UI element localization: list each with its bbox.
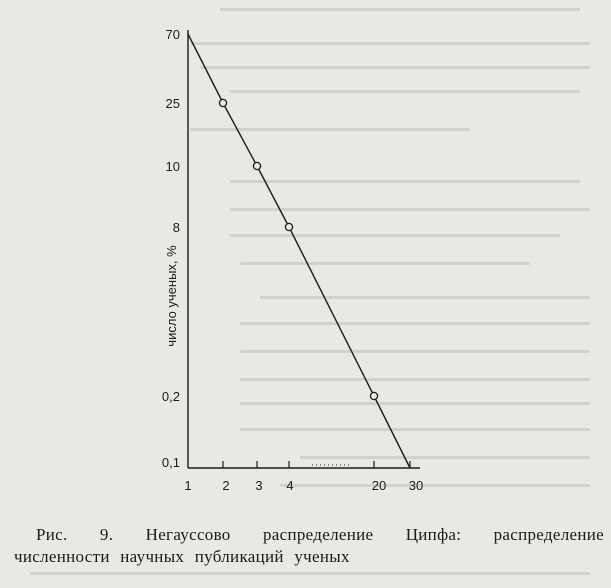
x-tick-label: 30 — [408, 478, 424, 493]
y-tick-label: 0,2 — [161, 389, 180, 404]
figure-caption — [14, 524, 604, 568]
caption-line-1: Рис. 9. Негауссово распределение Ципфа: распределение — [36, 525, 604, 544]
data-point — [253, 162, 260, 169]
x-tick-label: 3 — [255, 478, 263, 493]
y-tick-label: 0,1 — [161, 455, 180, 470]
y-tick-label: 70 — [165, 27, 180, 42]
data-point — [370, 392, 377, 399]
series-line — [188, 34, 410, 468]
x-tick-label: 1 — [184, 478, 192, 493]
x-tick-label: 20 — [371, 478, 387, 493]
x-tick-labels — [184, 478, 423, 493]
y-tick-label: 10 — [165, 159, 180, 174]
chart-axes — [188, 30, 420, 468]
y-axis-label: число ученых, % — [164, 245, 179, 347]
data-point — [285, 223, 292, 230]
caption-line-2: численности научных публикаций ученых — [14, 547, 350, 566]
y-tick-label: 8 — [172, 220, 180, 235]
x-tick-label: 2 — [222, 478, 230, 493]
series-line-group — [188, 34, 410, 468]
y-tick-label: 25 — [165, 96, 180, 111]
y-axis-label-group — [164, 245, 179, 347]
x-tick-label: 4 — [286, 478, 294, 493]
data-point — [219, 99, 226, 106]
